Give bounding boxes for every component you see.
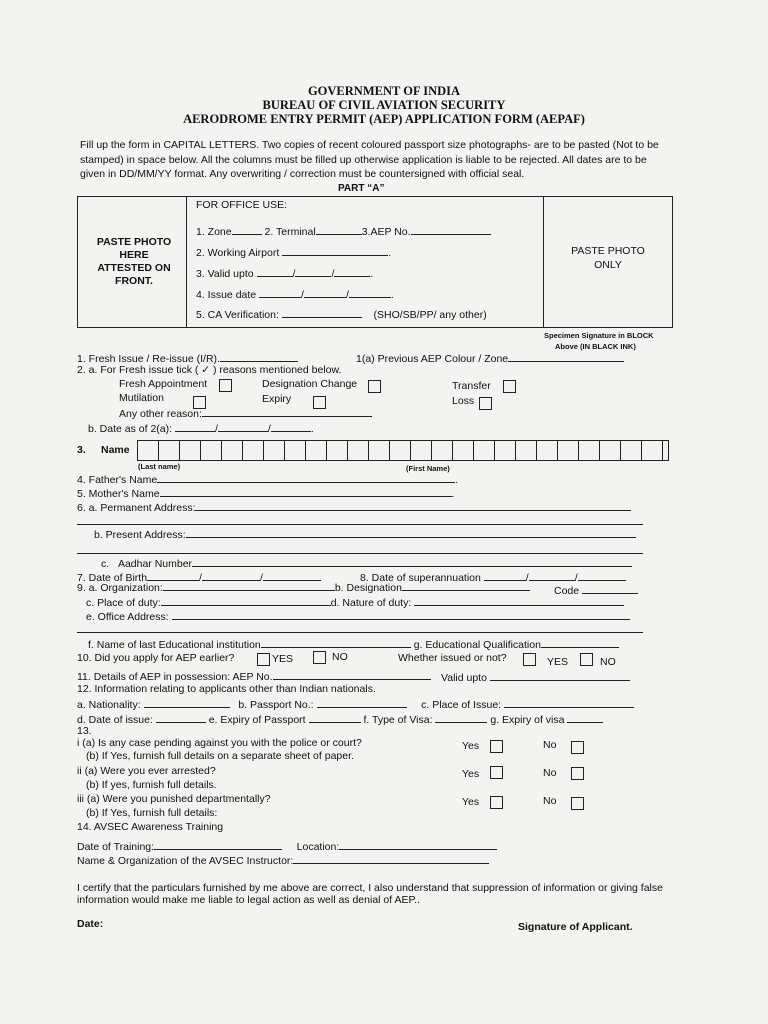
aep-no-label: 3.AEP No. [361,226,411,238]
q5-mother: 5. Mother's Name . [77,488,455,500]
q5-label: 5. Mother's Name [77,488,160,500]
reason-transfer-checkbox[interactable] [503,380,516,393]
q4-label: 4. Father's Name [77,474,158,486]
reason-other [119,406,372,420]
ca-verification-label: 5. CA Verification: [196,309,279,321]
q9e-label: e. Office Address: [86,611,169,623]
signature-label: Signature of Applicant. [518,921,633,933]
qualification-field[interactable] [541,637,619,648]
office-zone [196,224,491,238]
box-divider-left [186,196,187,327]
certification-text: I certify that the particulars furnished by me above are correct, I also understand that suppression of information or giving false information would make me liable to legal action as well as denial of AEP.. [77,882,663,906]
paste-photo-left: PASTE PHOTO HERE ATTESTED ON FRONT. [96,236,172,287]
name-cell [579,441,600,460]
q9c-place [86,595,624,609]
location-field[interactable] [339,839,497,850]
issued-label: Whether issued or not? [398,652,507,664]
issue-yy[interactable] [349,287,391,298]
q6c-aadhar [101,556,632,570]
form-title: AERODROME ENTRY PERMIT (AEP) APPLICATION FORM (AEPAF) [183,112,585,126]
super-mm[interactable] [529,570,575,581]
instructor-row [77,853,489,867]
reason-expiry-label: Expiry [262,393,292,405]
training-row [77,839,497,853]
name-cell [306,441,327,460]
reason-other-label: Any other reason: [119,408,202,420]
name-cell [264,441,285,460]
q4-father: 4. Father's Name . [77,474,459,486]
name-cell [159,441,180,460]
name-cell [537,441,558,460]
reason-loss-label: Loss [452,395,475,407]
q9a-organization [77,580,530,594]
q9a-label: 9. a. Organization: [77,582,163,594]
issue-date-label: 4. Issue date [196,289,257,301]
visa-expiry-field[interactable] [567,712,603,723]
valid-mm[interactable] [295,266,331,277]
name-cell [558,441,579,460]
code-field[interactable] [582,583,638,594]
q2b-yy[interactable] [271,421,311,432]
nationality-field[interactable] [144,697,230,708]
q13iii-no-label: No [543,795,557,807]
organization-field[interactable] [163,580,335,591]
box-divider-right [543,196,544,327]
q10-label: 10. Did you apply for AEP earlier? [77,652,235,664]
code-label: Code [554,585,580,597]
super-yy[interactable] [578,570,626,581]
nature-of-duty-field[interactable] [414,595,624,606]
issued-no-checkbox[interactable] [580,653,593,666]
place-of-duty-field[interactable] [161,595,331,606]
reason-designation-checkbox[interactable] [368,380,381,393]
instructor-label: Name & Organization of the AVSEC Instructor: [77,855,294,867]
q13iii-yes-label: Yes [462,796,480,808]
name-cell [642,441,663,460]
q12c-label: c. Place of Issue: [421,699,502,711]
name-cell [474,441,495,460]
q8-superannuation: 8. Date of superannuation / / [360,570,626,584]
aep-no-possession-field[interactable] [273,669,431,680]
q1-label: 1. Fresh Issue / Re-issue (I/R). [77,353,220,365]
specimen-signature-ink: Above (IN BLACK INK) [555,342,636,351]
q2b-dd[interactable] [175,421,215,432]
q1a-previous-aep [356,351,624,365]
q12d-row [77,712,603,726]
q7-label: 7. Date of Birth [77,572,148,584]
reason-mutilation-label: Mutilation [119,392,164,404]
name-boxes[interactable] [137,440,669,461]
designation-field[interactable] [402,580,530,591]
valid-upto-label: 3. Valid upto [196,268,254,280]
q6b-label: b. Present Address: [94,529,186,541]
date-training-field[interactable] [154,839,282,850]
working-airport-field[interactable] [282,245,388,256]
q12f-label: f. Type of Visa: [363,714,433,726]
name-cell [222,441,243,460]
reason-fresh-label: Fresh Appointment [119,378,208,390]
q12e-label: e. Expiry of Passport [208,714,306,726]
q9e-office [86,609,630,623]
q12a-label: a. Nationality: [77,699,141,711]
reason-designation-label: Designation Change [262,378,358,390]
q9g-label: g. Educational Qualification [413,639,541,651]
q14-label: 14. AVSEC Awareness Training [77,821,224,833]
q6c-prefix: c. [101,558,110,570]
q12g-label: g. Expiry of visa [490,714,565,726]
name-cell [369,441,390,460]
q6c-label: Aadhar Number [117,558,193,570]
header-bureau: BUREAU OF CIVIL AVIATION SECURITY [262,98,506,112]
permanent-address-line2[interactable] [77,524,643,525]
first-name-caption: (First Name) [406,464,450,473]
valid-upto2-field[interactable] [490,670,630,681]
mother-name-field[interactable] [160,486,452,497]
instructor-field[interactable] [293,853,489,864]
instructions: Fill up the form in CAPITAL LETTERS. Two copies of recent coloured passport size photographs- are to be pasted (Not to be stamped) in space below. All the columns must be filled up otherwise application is liable to be rejected. All dates are to be given in DD/MM/YY format. Any overwriting / correction must be countersigned with official seal. [80,139,659,180]
q10-yes-checkbox[interactable] [257,653,270,666]
issued-no-label: NO [600,656,616,668]
name-cell [243,441,264,460]
aep-no-field[interactable] [411,224,491,235]
q11-valid-upto [441,670,630,684]
terminal-label: 2. Terminal [264,226,316,238]
q13iiib-label: (b) If Yes, furnish full details: [86,807,218,819]
reason-other-field[interactable] [202,406,372,417]
issue-mm[interactable] [304,287,346,298]
q9d-label: d. Nature of duty: [330,597,412,609]
name-cell [453,441,474,460]
name-cell [285,441,306,460]
zone-label: 1. Zone [196,226,232,238]
present-address-line2[interactable] [77,553,643,554]
q1-fresh-issue [77,351,298,365]
q13i-no-label: No [543,739,557,751]
issue-dd[interactable] [259,287,301,298]
office-valid-upto: 3. Valid upto / / . [196,268,374,280]
office-use-title: FOR OFFICE USE: [196,199,288,211]
q11-label: 11. Details of AEP in possession: AEP No. [77,671,273,683]
date-training-label: Date of Training: [77,841,155,853]
q2b-mm[interactable] [218,421,268,432]
name-cell [432,441,453,460]
office-ca-verification [196,307,487,321]
aadhar-field[interactable] [192,556,632,567]
name-cell [327,441,348,460]
father-name-field[interactable] [157,472,455,483]
q13iii-label: iii (a) Were you punished departmentally? [77,793,271,805]
q2b-label: b. Date as of 2(a): [88,423,173,435]
last-name-caption: (Last name) [138,462,181,471]
q6b-present [94,527,636,541]
q2b-date: b. Date as of 2(a): / / . [88,423,314,435]
name-cell [348,441,369,460]
q9c-label: c. Place of duty: [86,597,161,609]
valid-upto2-label: Valid upto [441,672,487,684]
q3-number: 3. [77,444,86,456]
ca-verification-field[interactable] [282,307,362,318]
present-address-field[interactable] [186,527,636,538]
terminal-field[interactable] [316,224,362,235]
office-address-field[interactable] [172,609,630,620]
q13-number: 13. [77,725,92,737]
q12d-label: d. Date of issue: [77,714,153,726]
name-cell [411,441,432,460]
q13i-no-checkbox[interactable] [571,741,584,754]
passport-no-field[interactable] [317,697,407,708]
q13ib-label: (b) If Yes, furnish full details on a separate sheet of paper. [86,750,354,762]
q9b-label: b. Designation [334,582,402,594]
name-cell [600,441,621,460]
paste-photo-right: PASTE PHOTO ONLY [571,245,645,271]
q13iii-yes-checkbox[interactable] [490,796,503,809]
office-working-airport: 2. Working Airport . [196,247,392,259]
q10-no-label: NO [332,651,348,663]
q10-yes-label: YES [272,653,294,665]
q12a-row [77,697,634,711]
place-of-issue-field[interactable] [504,697,634,708]
name-cell [180,441,201,460]
q13i-yes-label: Yes [462,740,480,752]
location-label: Location: [296,841,340,853]
q6a-label: 6. a. Permanent Address: [77,502,196,514]
passport-expiry-field[interactable] [309,712,361,723]
name-cell [201,441,222,460]
office-address-line2[interactable] [77,632,643,633]
q13iib-label: (b) If yes, furnish full details. [86,779,217,791]
name-cell [390,441,411,460]
permanent-address-field[interactable] [195,500,631,511]
issued-yes-checkbox[interactable] [523,653,536,666]
q13ii-no-checkbox[interactable] [571,767,584,780]
valid-yy[interactable] [334,266,370,277]
name-cell [138,441,159,460]
header-government: GOVERNMENT OF INDIA [307,84,461,98]
reason-transfer-label: Transfer [452,380,491,392]
q8-label: 8. Date of superannuation [360,572,481,584]
q7-dob: 7. Date of Birth / / [77,570,321,584]
zone-field[interactable] [232,224,262,235]
q1a-field[interactable] [508,351,624,362]
q9f-institution [88,637,619,651]
q13i-yes-checkbox[interactable] [490,740,503,753]
office-issue-date: 4. Issue date / / . [196,289,394,301]
q1a-label: 1(a) Previous AEP Colour / Zone [356,353,509,365]
specimen-signature-note: Specimen Signature in BLOCK [544,331,654,340]
date-label: Date: [77,918,104,930]
name-cell [495,441,516,460]
reason-fresh-checkbox[interactable] [219,379,232,392]
visa-type-field[interactable] [435,712,487,723]
date-of-issue-field[interactable] [156,712,206,723]
q1-field[interactable] [220,351,298,362]
q13ii-yes-label: Yes [462,768,480,780]
institution-field[interactable] [261,637,411,648]
valid-dd[interactable] [257,266,293,277]
q9f-label: f. Name of last Educational institution [88,639,261,651]
q2a-label: 2. a. For Fresh issue tick ( ✓ ) reasons mentioned below. [77,364,342,376]
q13iii-no-checkbox[interactable] [571,797,584,810]
q13ii-no-label: No [543,767,557,779]
reason-loss-checkbox[interactable] [479,397,492,410]
ca-options: (SHO/SB/PP/ any other) [373,309,487,321]
issued-yes-label: YES [547,656,569,668]
working-airport-label: 2. Working Airport [196,247,280,259]
q6a-permanent [77,500,631,514]
part-a-label: PART “A” [338,183,385,194]
name-label: Name [101,444,130,456]
q12b-label: b. Passport No.: [238,699,314,711]
name-cell [621,441,642,460]
q12-label: 12. Information relating to applicants other than Indian nationals. [77,683,376,695]
q13ii-label: ii (a) Were you ever arrested? [77,765,216,777]
q13ii-yes-checkbox[interactable] [490,766,503,779]
q10-no-checkbox[interactable] [313,651,326,664]
q13i-label: i (a) Is any case pending against you with the police or court? [77,737,362,749]
name-cell [516,441,537,460]
q11-aep-details [77,669,431,683]
